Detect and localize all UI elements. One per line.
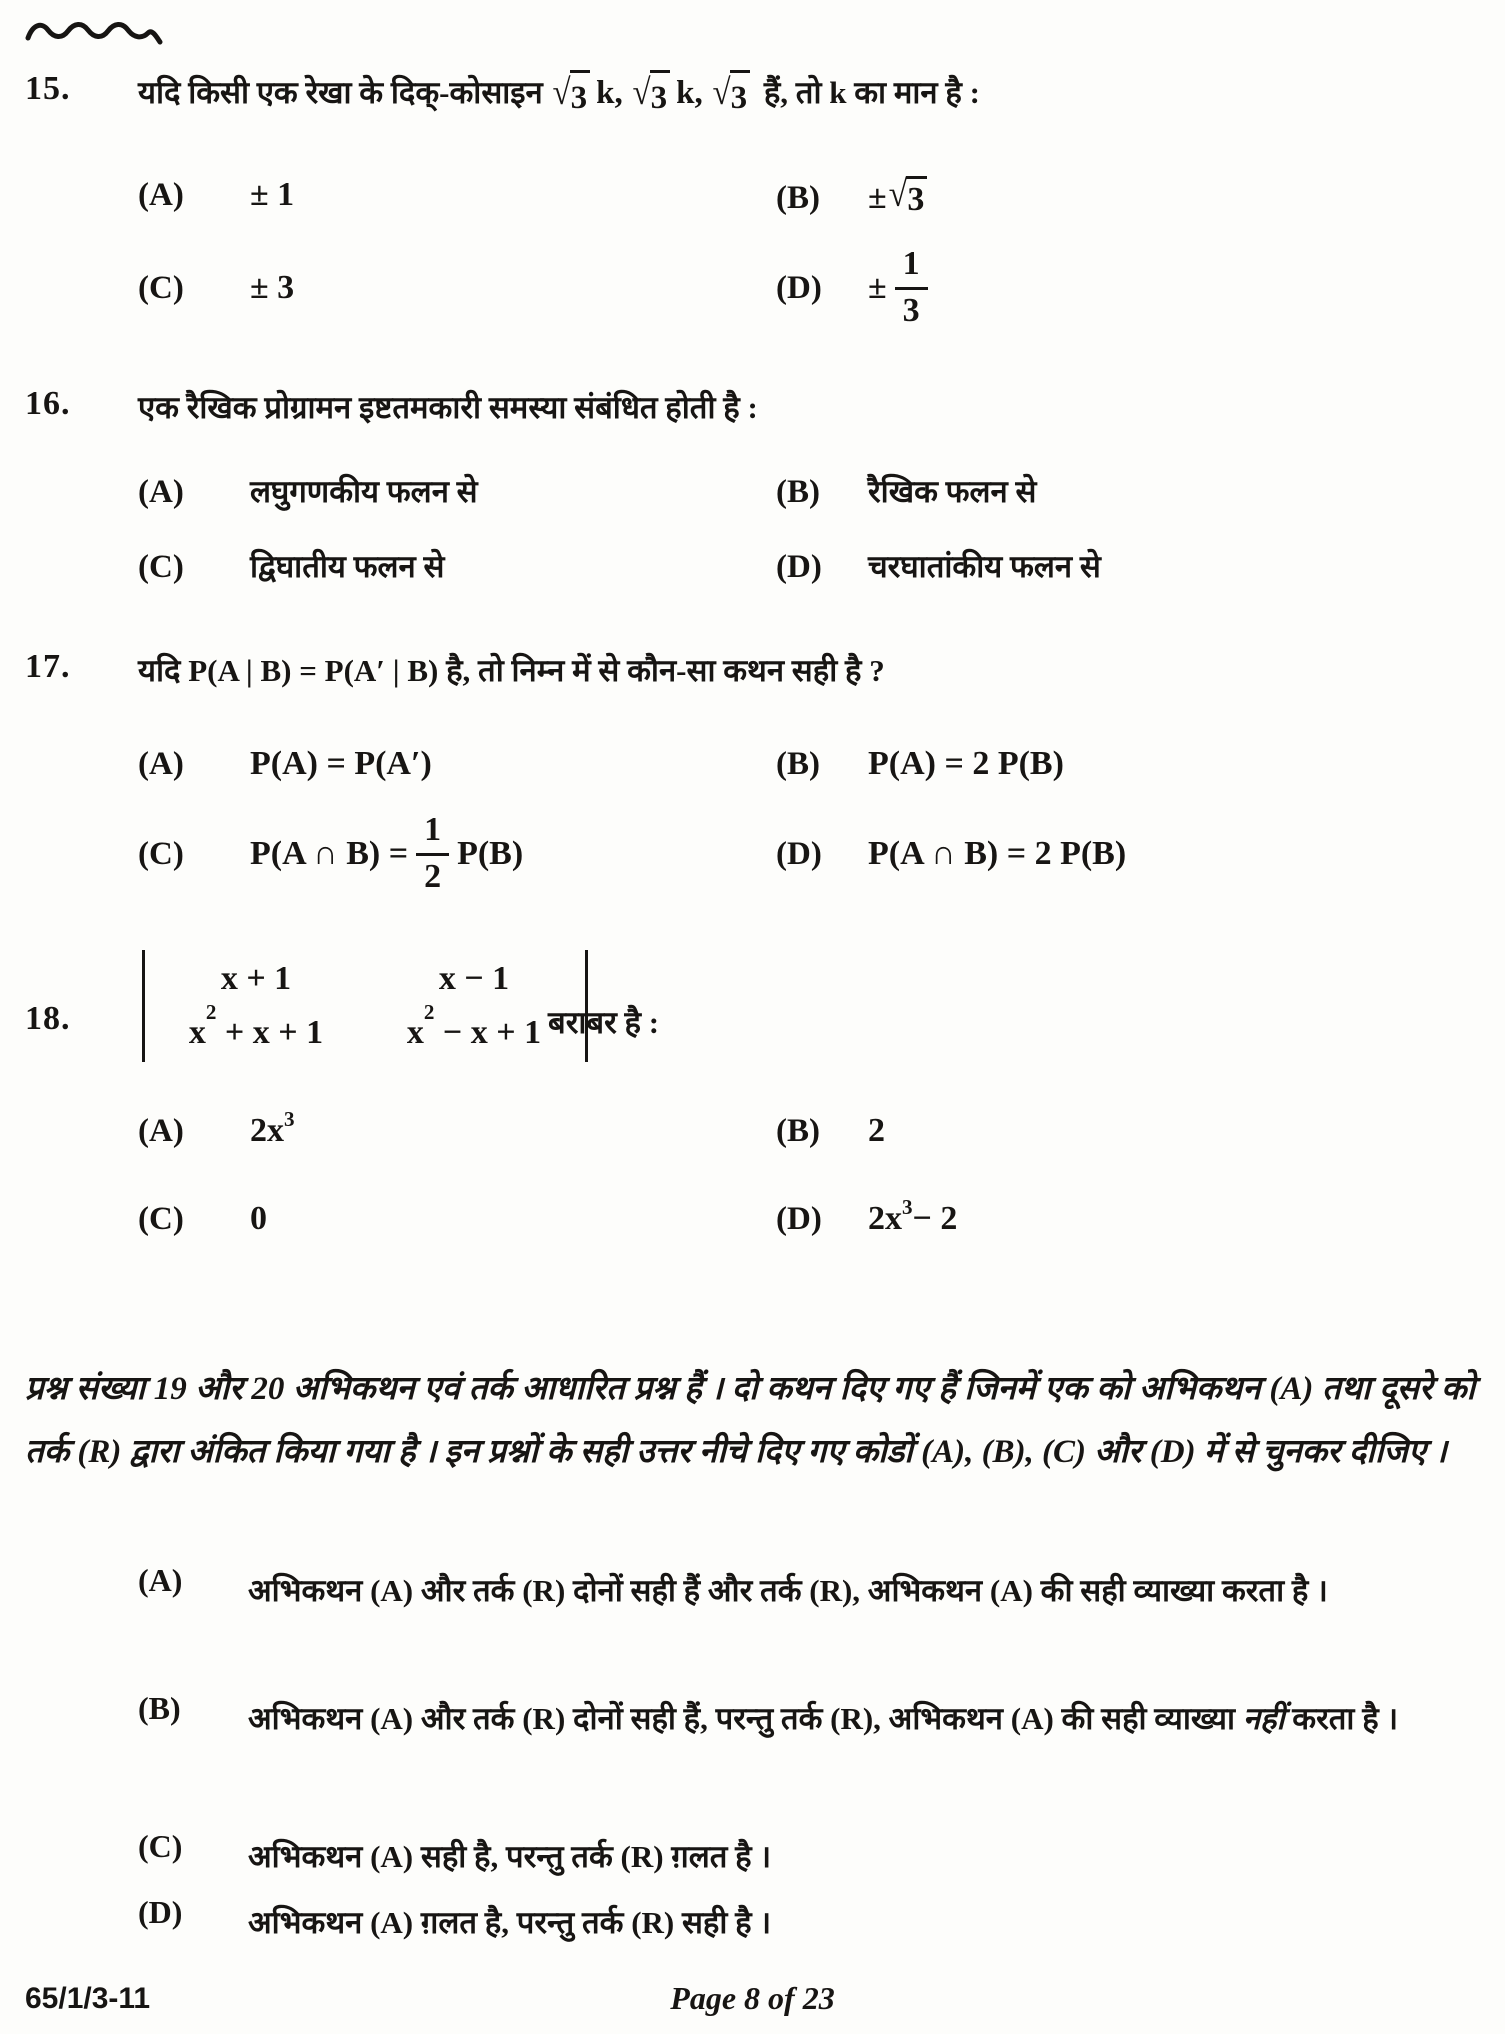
option-16-d — [776, 545, 1101, 587]
assertion-reason-instructions: प्रश्न संख्या 19 और 20 अभिकथन एवं तर्क आधारित प्रश्न हैं । दो कथन दिए गए हैं जिनमें एक को अभिकथन (A) तथा दूसरे को तर्क (R) द्वारा अंकित किया गया है । इन प्रश्नों के सही उत्तर नीचे दिए गए कोडों (A), (B), (C) और (D) में से चुनकर दीजिए । — [25, 1371, 1475, 1470]
option-label: (C) — [138, 549, 184, 585]
option-15-d — [776, 243, 936, 333]
sqrt-radical: √ 3 — [889, 176, 928, 219]
option-16-b — [776, 470, 1036, 512]
option-value: 2x $^3$ — [250, 1107, 295, 1149]
option-label: (D) — [776, 1201, 822, 1237]
option-label: (C) — [138, 1201, 184, 1237]
sqrt-radical: √ 3 — [712, 70, 750, 121]
question-17-text: यदि P(A | B) = P(A′ | B) है, तो निम्न में से कौन-सा कथन सही है ? — [138, 653, 885, 688]
question-17-options-row-2 — [0, 808, 1505, 900]
option-16-c — [138, 545, 444, 587]
option-label: (B) — [776, 746, 820, 782]
option-label: (C) — [138, 835, 184, 872]
option-label: (C) — [138, 1828, 183, 1864]
sqrt-radical: √ 3 — [632, 70, 670, 121]
option-label: (A) — [138, 1562, 183, 1598]
option-text: अभिकथन (A) और तर्क (R) दोनों सही हैं, परन्तु तर्क (R), अभिकथन (A) की सही व्याख्या नहीं करता है । — [248, 1701, 1399, 1736]
option-17-d — [776, 808, 1126, 900]
option-value: द्विघातीय फलन से — [250, 549, 445, 584]
question-18-number: 18. — [25, 1000, 71, 1037]
option-label: (B) — [776, 1113, 820, 1149]
option-18-c — [138, 1200, 267, 1238]
option-label: (D) — [776, 549, 822, 585]
option-label: (A) — [138, 474, 184, 510]
code-option-b — [138, 1690, 1478, 1747]
option-text: अभिकथन (A) सही है, परन्तु तर्क (R) ग़लत है । — [248, 1839, 772, 1874]
option-15-c — [138, 243, 294, 333]
option-value: 2 — [868, 1112, 885, 1149]
page-number: Page 8 of 23 — [670, 1980, 835, 2016]
option-15-b — [776, 176, 933, 219]
option-value: ± 3 — [250, 269, 295, 306]
option-label: (A) — [138, 746, 184, 782]
question-16-number: 16. — [25, 385, 71, 422]
option-label: (A) — [138, 1113, 184, 1149]
fraction: $\frac{1}{2}$ — [416, 813, 449, 894]
option-value: ± √ 3 — [868, 176, 933, 219]
option-17-c — [138, 808, 523, 900]
option-16-a — [138, 470, 478, 512]
option-value: P(A ∩ B) = 2 P(B) — [868, 835, 1127, 872]
question-16-text: एक रैखिक प्रोग्रामन इष्टतमकारी समस्या संबंधित होती है : — [138, 390, 758, 425]
question-15-number: 15. — [25, 70, 71, 107]
option-value: P(A ∩ B) = $\frac{1}{2}$ P(B) — [250, 811, 524, 895]
question-18-text: बराबर है : — [548, 1005, 660, 1040]
option-17-b — [776, 745, 1064, 783]
option-label: (B) — [776, 179, 820, 216]
option-18-a — [138, 1107, 295, 1150]
emphasis-word: नहीं — [1242, 1701, 1285, 1736]
option-value: ± 1 — [250, 176, 295, 213]
option-18-b — [776, 1112, 885, 1150]
option-text: अभिकथन (A) ग़लत है, परन्तु तर्क (R) सही है । — [248, 1905, 772, 1940]
option-value: 0 — [250, 1200, 267, 1237]
option-label: (C) — [138, 269, 184, 306]
determinant-row-1: x + 1 x − 1 — [220, 960, 510, 997]
option-label: (B) — [138, 1690, 181, 1726]
option-value: रैखिक फलन से — [868, 474, 1037, 509]
option-value: ± $\frac{1}{3}$ — [868, 247, 936, 328]
option-value: P(A) = P(A′) — [250, 745, 432, 782]
determinant-row-2: $x^2 + x + 1$ $x^2 - x + 1$ — [188, 1000, 542, 1051]
sqrt-radical: √ 3 — [553, 70, 591, 121]
option-value: 2x $^3$ − 2 — [868, 1195, 958, 1237]
option-15-a — [138, 176, 294, 214]
option-label: (D) — [138, 1894, 183, 1930]
option-value: लघुगणकीय फलन से — [250, 474, 478, 509]
option-18-d — [776, 1195, 958, 1238]
option-label: (D) — [776, 835, 822, 872]
option-value: P(A) = 2 P(B) — [868, 745, 1064, 782]
option-label: (D) — [776, 269, 822, 306]
determinant-matrix — [142, 950, 588, 1062]
fraction: $\frac{1}{3}$ — [895, 247, 928, 328]
code-option-c — [138, 1828, 1478, 1885]
option-17-a — [138, 745, 432, 783]
code-option-a — [138, 1562, 1478, 1619]
option-label: (B) — [776, 474, 820, 510]
question-15-options-row-2 — [0, 243, 1505, 333]
paper-code: 65/1/3-11 — [25, 1982, 151, 2015]
option-text: अभिकथन (A) और तर्क (R) दोनों सही हैं और तर्क (R), अभिकथन (A) की सही व्याख्या करता है । — [248, 1573, 1328, 1608]
option-label: (A) — [138, 177, 184, 213]
question-15-text: यदि किसी एक रेखा के दिक्-कोसाइन √ 3 k, √ 3 k, √ 3 हैं, तो k का मान है : — [138, 70, 1465, 121]
squiggle-mark — [24, 14, 164, 54]
code-option-d — [138, 1894, 1478, 1951]
option-value: चरघातांकीय फलन से — [868, 549, 1101, 584]
question-17-number: 17. — [25, 648, 71, 685]
